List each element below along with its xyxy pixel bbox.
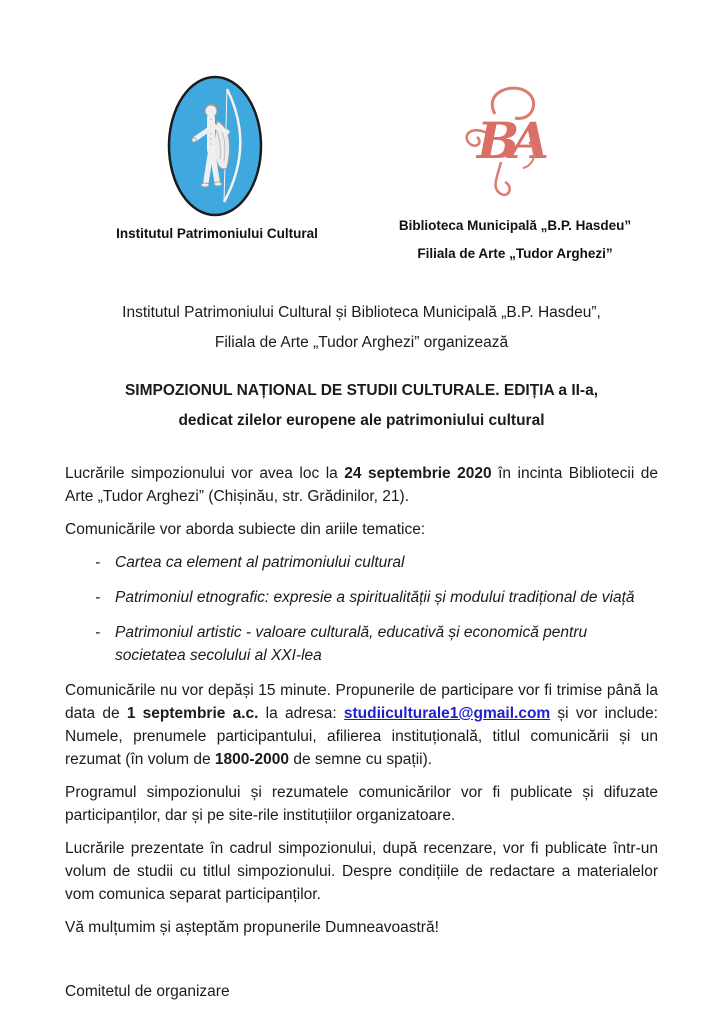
symposium-title bbox=[65, 376, 658, 436]
library-caption-line1: Biblioteca Municipală „B.P. Hasdeu” bbox=[398, 218, 632, 233]
organizers-intro-line1: Institutul Patrimoniului Cultural și Biblioteca Municipală „B.P. Hasdeu”, bbox=[122, 304, 601, 321]
library-caption-line2: Filiala de Arte „Tudor Arghezi” bbox=[417, 246, 613, 261]
abstract-length: 1800-2000 bbox=[214, 751, 290, 768]
document-body bbox=[65, 298, 658, 1001]
deadline-date: 1 septembrie a.c. bbox=[126, 705, 259, 722]
p1-pre: Lucrările simpozionului vor avea loc la bbox=[65, 465, 345, 482]
bullet-dash: - bbox=[95, 624, 101, 641]
signature: Comitetul de organizare bbox=[65, 983, 230, 1000]
topic-text: Patrimoniul etnografic: expresie a spiritualității și modului tradițional de viață bbox=[115, 589, 635, 606]
symposium-title-line2: dedicat zilelor europene ale patrimoniului cultural bbox=[178, 412, 545, 429]
topic-item bbox=[65, 586, 658, 609]
topic-text: Patrimoniul artistic - valoare culturală, educativă și economică pentru societatea secolului al XXI-lea bbox=[115, 624, 588, 664]
svg-text:BA: BA bbox=[477, 111, 541, 170]
paragraph-program: Programul simpozionului și rezumatele comunicărilor vor fi publicate și difuzate participanților, dar și pe site-rile instituțiilor organizatoare. bbox=[65, 784, 658, 824]
library-logo bbox=[455, 82, 555, 200]
symposium-title-line1: SIMPOZIONUL NAȚIONAL DE STUDII CULTURALE. EDIȚIA a II-a, bbox=[124, 382, 599, 399]
topic-text: Cartea ca element al patrimoniului cultural bbox=[115, 554, 405, 571]
paragraph-submission bbox=[65, 679, 658, 771]
p3-mid1: la adresa: bbox=[258, 705, 344, 722]
p3-mid2: și vor include: Numele, prenumele participantului, afilierea instituțională, titlul comunicării și un rezumat (în volum de bbox=[65, 705, 658, 768]
paragraph-event-date bbox=[65, 462, 658, 508]
archer-icon bbox=[167, 75, 263, 217]
topic-item bbox=[65, 621, 658, 667]
institute-caption: Institutul Patrimoniului Cultural bbox=[116, 226, 318, 241]
organizers-intro-line2: Filiala de Arte „Tudor Arghezi” organizează bbox=[214, 334, 509, 351]
topic-item bbox=[65, 551, 658, 574]
paragraphs bbox=[65, 462, 658, 1001]
p1-post: în incinta Bibliotecii de Arte „Tudor Arghezi” (Chișinău, str. Grădinilor, 21). bbox=[65, 465, 658, 505]
organizers-intro bbox=[65, 298, 658, 358]
library-caption bbox=[370, 216, 660, 264]
event-date: 24 septembrie 2020 bbox=[344, 465, 492, 482]
document-header bbox=[0, 0, 724, 292]
p3-post: de semne cu spații). bbox=[289, 751, 433, 768]
paragraph-topics-lead: Comunicările vor aborda subiecte din ariile tematice: bbox=[65, 521, 426, 538]
bullet-dash: - bbox=[95, 589, 101, 606]
ba-monogram-icon bbox=[455, 82, 555, 200]
institute-logo bbox=[167, 75, 263, 217]
bullet-dash: - bbox=[95, 554, 101, 571]
paragraph-publication: Lucrările prezentate în cadrul simpozionului, după recenzare, vor fi publicate într-un volum de studii cu titlul simpozionului. Despre condițiile de redactare a materialelor vom comunica separat participanților. bbox=[65, 840, 658, 903]
p3-pre: Comunicările nu vor depăși 15 minute. Propunerile de participare vor fi trimise până la data de bbox=[65, 682, 658, 722]
email-link[interactable]: studiiculturale1@gmail.com bbox=[343, 705, 551, 722]
paragraph-thanks: Vă mulțumim și așteptăm propunerile Dumneavoastră! bbox=[65, 919, 439, 936]
